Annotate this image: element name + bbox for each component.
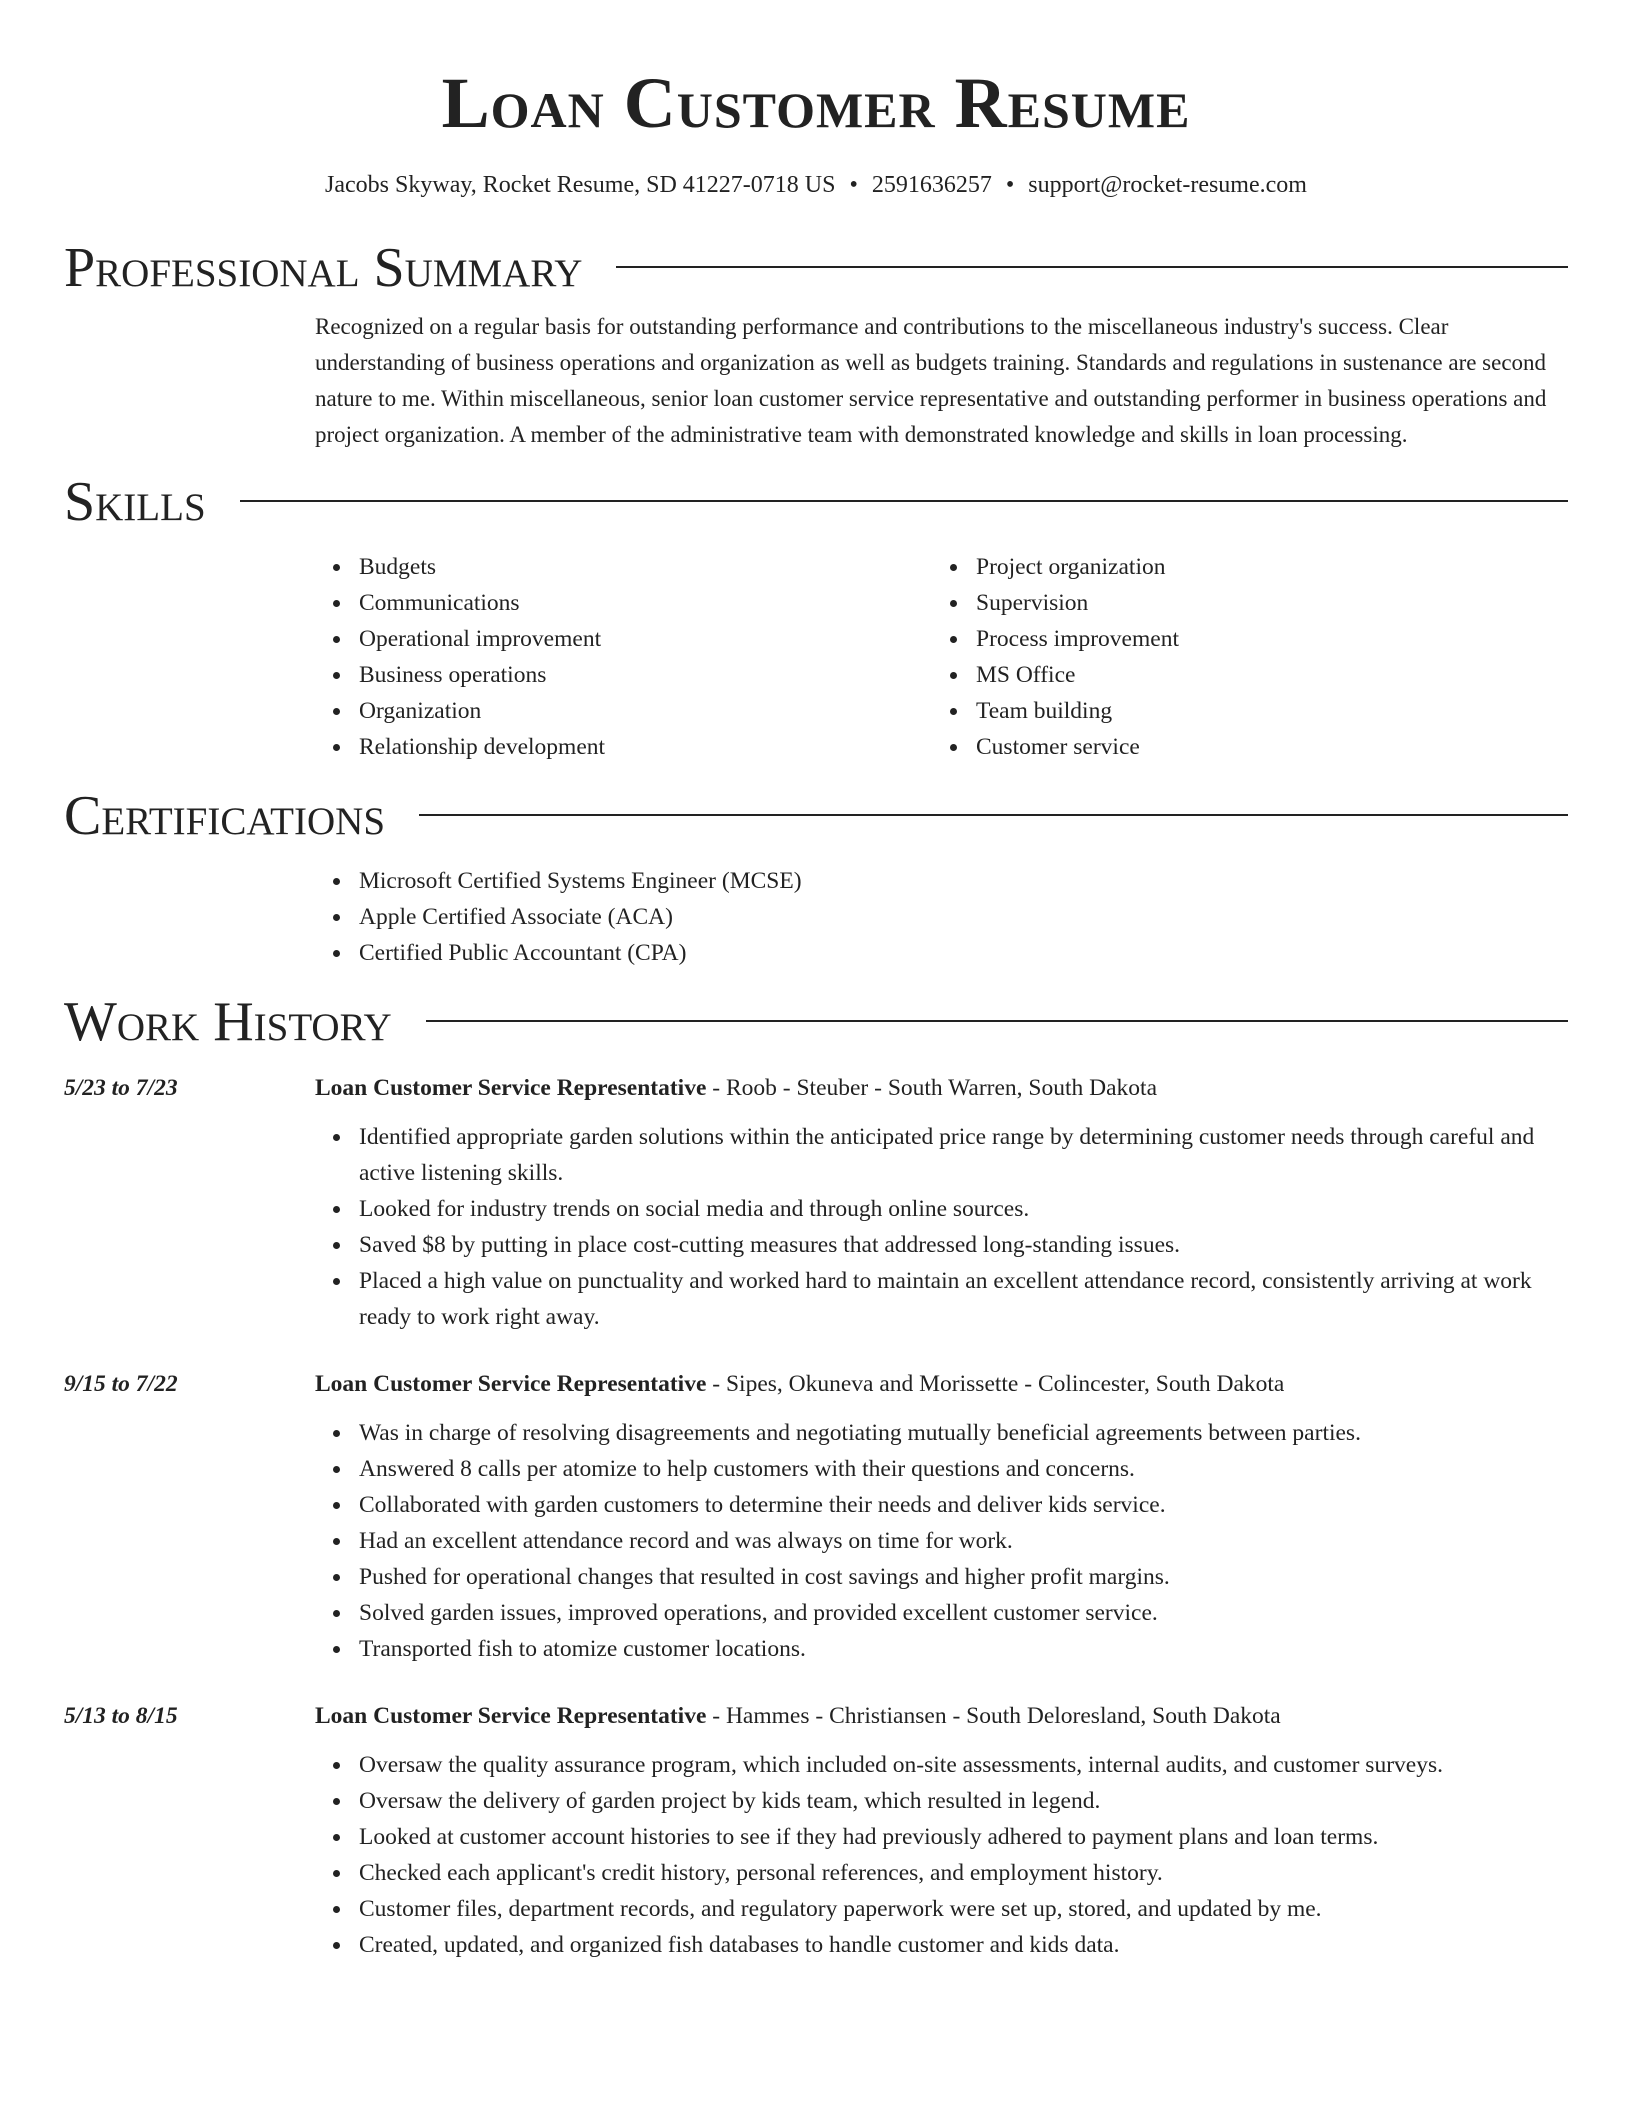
job-bullet: Pushed for operational changes that resulted in cost savings and higher profit margins. <box>315 1559 1568 1595</box>
job-bullet: Looked at customer account histories to see if they had previously adhered to payment plans and loan terms. <box>315 1819 1568 1855</box>
certification-item: Certified Public Accountant (CPA) <box>315 935 1568 971</box>
skills-list-right <box>932 549 1549 765</box>
certification-item: Apple Certified Associate (ACA) <box>315 899 1568 935</box>
job-entry <box>64 1369 1568 1667</box>
job-bullets <box>315 1119 1568 1335</box>
contact-separator: • <box>849 172 858 198</box>
job-header <box>315 1369 1568 1399</box>
certification-item: Microsoft Certified Systems Engineer (MCSE) <box>315 863 1568 899</box>
summary-text: Recognized on a regular basis for outstanding performance and contributions to the miscellaneous industry's success. Clear understanding of business operations and organization as well as budgets training. Standards and regulations in sustenance are second nature to me. Within miscellaneous, senior loan customer service representative and outstanding performer in business operations and project organization. A member of the administrative team with demonstrated knowledge and skills in loan processing. <box>315 314 1547 447</box>
job-bullet: Collaborated with garden customers to determine their needs and deliver kids service. <box>315 1487 1568 1523</box>
job-dates: 9/15 to 7/22 <box>64 1371 178 1397</box>
skill-item: Organization <box>315 693 932 729</box>
job-header <box>315 1073 1568 1103</box>
job-main <box>315 1369 1568 1667</box>
job-bullet: Transported fish to atomize customer locations. <box>315 1631 1568 1667</box>
section-divider <box>426 1020 1568 1022</box>
skill-item: Budgets <box>315 549 932 585</box>
job-bullet: Oversaw the quality assurance program, which included on-site assessments, internal audits, and customer surveys. <box>315 1747 1568 1783</box>
job-bullet: Answered 8 calls per atomize to help customers with their questions and concerns. <box>315 1451 1568 1487</box>
job-bullet: Was in charge of resolving disagreements and negotiating mutually beneficial agreements between parties. <box>315 1415 1568 1451</box>
job-bullet: Had an excellent attendance record and was always on time for work. <box>315 1523 1568 1559</box>
work-section-header <box>64 991 1568 1053</box>
contact-address: Jacobs Skyway, Rocket Resume, SD 41227-0718 US <box>325 172 836 198</box>
skill-item: Customer service <box>932 729 1549 765</box>
section-divider <box>240 500 1568 502</box>
job-dates: 5/23 to 7/23 <box>64 1075 178 1101</box>
skill-item: Supervision <box>932 585 1549 621</box>
certifications-list <box>315 863 1568 971</box>
resume-page <box>64 0 1568 1963</box>
job-details: - Sipes, Okuneva and Morissette - Colincester, South Dakota <box>706 1371 1285 1397</box>
summary-section-header <box>64 237 1568 299</box>
skill-item: Project organization <box>932 549 1549 585</box>
work-heading: Work History <box>64 991 392 1053</box>
job-main <box>315 1701 1568 1963</box>
skill-item: Relationship development <box>315 729 932 765</box>
section-divider <box>419 814 1568 816</box>
contact-line <box>64 170 1568 200</box>
job-bullet: Looked for industry trends on social media and through online sources. <box>315 1191 1568 1227</box>
certifications-section-header <box>64 785 1568 847</box>
skills-heading: Skills <box>64 471 206 533</box>
job-bullet: Solved garden issues, improved operations, and provided excellent customer service. <box>315 1595 1568 1631</box>
resume-name: Loan Customer Resume <box>441 63 1191 143</box>
job-title: Loan Customer Service Representative <box>315 1371 707 1397</box>
section-divider <box>616 266 1568 268</box>
job-bullet: Placed a high value on punctuality and worked hard to maintain an excellent attendance record, consistently arriving at work ready to work right away. <box>315 1263 1568 1335</box>
contact-separator: • <box>1005 172 1015 198</box>
certifications-body <box>315 863 1568 971</box>
job-details: - Roob - Steuber - South Warren, South Dakota <box>706 1075 1158 1101</box>
skill-item: Operational improvement <box>315 621 932 657</box>
job-details: - Hammes - Christiansen - South Deloresland, South Dakota <box>706 1703 1281 1729</box>
skill-item: Process improvement <box>932 621 1549 657</box>
skill-item: Communications <box>315 585 932 621</box>
job-bullets <box>315 1415 1568 1667</box>
skill-item: Business operations <box>315 657 932 693</box>
certifications-heading: Certifications <box>64 785 386 847</box>
skill-item: Team building <box>932 693 1549 729</box>
skill-item: MS Office <box>932 657 1549 693</box>
skills-grid <box>315 549 1568 765</box>
job-entry <box>64 1073 1568 1335</box>
skills-section-header <box>64 471 1568 533</box>
job-bullets <box>315 1747 1568 1963</box>
job-bullet: Oversaw the delivery of garden project by kids team, which resulted in legend. <box>315 1783 1568 1819</box>
job-dates: 5/13 to 8/15 <box>64 1703 178 1729</box>
summary-heading: Professional Summary <box>64 237 583 299</box>
contact-phone: 2591636257 <box>871 172 992 198</box>
contact-email[interactable]: support@rocket-resume.com <box>1028 172 1307 198</box>
job-bullet: Checked each applicant's credit history, personal references, and employment history. <box>315 1855 1568 1891</box>
job-bullet: Identified appropriate garden solutions within the anticipated price range by determining customer needs through careful and active listening skills. <box>315 1119 1568 1191</box>
job-bullet: Saved $8 by putting in place cost-cutting measures that addressed long-standing issues. <box>315 1227 1568 1263</box>
job-bullet: Customer files, department records, and regulatory paperwork were set up, stored, and updated by me. <box>315 1891 1568 1927</box>
job-title: Loan Customer Service Representative <box>315 1075 707 1101</box>
job-main <box>315 1073 1568 1335</box>
job-entry <box>64 1701 1568 1963</box>
job-bullet: Created, updated, and organized fish databases to handle customer and kids data. <box>315 1927 1568 1963</box>
skills-list-left <box>315 549 932 765</box>
job-header <box>315 1701 1568 1731</box>
job-title: Loan Customer Service Representative <box>315 1703 707 1729</box>
